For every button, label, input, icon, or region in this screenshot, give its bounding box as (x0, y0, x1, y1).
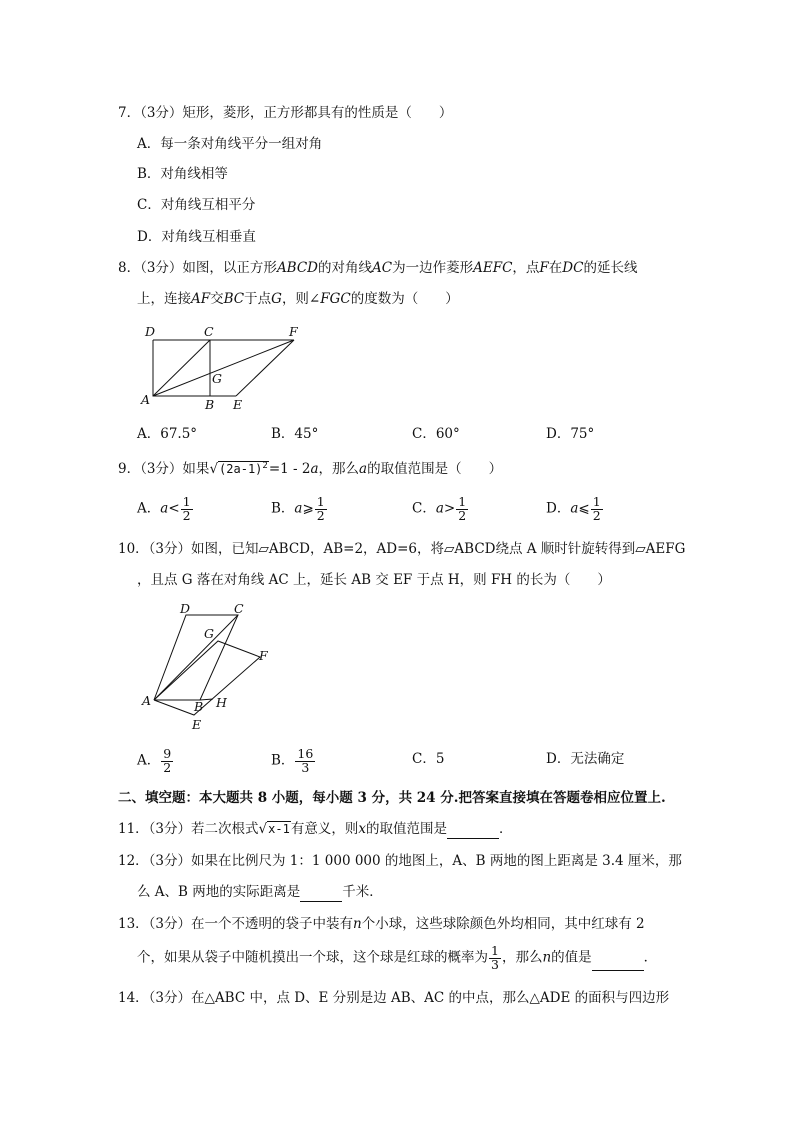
q8-label-e: E (233, 397, 243, 412)
q10-label-c: C (234, 603, 244, 616)
q9-option-d: D．a⩽ $\frac{1}{2}$ (546, 494, 601, 523)
q10-option-b: B． $\frac{16}{3}$ (271, 746, 314, 775)
q9-radical: $√(2a-1)^2$ (209, 461, 268, 477)
q8-line-ef (236, 340, 294, 396)
q11-answer-blank (447, 824, 499, 839)
q12-answer-blank (300, 887, 342, 902)
q7-option-a: A．每一条对角线平分一组对角 (137, 136, 323, 152)
q8-label-g: G (212, 371, 222, 386)
q8-label-c: C (204, 324, 214, 339)
q11-stem: 11．（3分）若二次根式√x-1有意义，则x的取值范围是 ． (118, 821, 513, 837)
q10-label-d: D (180, 603, 191, 616)
q10-label-h: H (216, 695, 227, 710)
q8-label-d: D (145, 324, 156, 339)
q13-answer-blank (592, 956, 644, 971)
q8-option-b: B．45° (271, 426, 319, 442)
q7-option-c: C．对角线互相平分 (137, 197, 256, 213)
q11-radical: √x-1 (258, 821, 290, 837)
q14-stem-line1: 14．（3分）在△ABC 中，点 D、E 分别是边 AB、AC 的中点，那么△ADE 的面积与四边形 (118, 990, 670, 1006)
q12-stem-line1: 12．（3分）如果在比例尺为 1：1 000 000 的地图上，A、B 两地的图上距离是 3.4 厘米，那 (118, 853, 682, 869)
q13-stem-line2: 个，如果从袋子中随机摸出一个球，这个球是红球的概率为 $\frac{1}{3}$ ，那么n的值是 ． (137, 943, 658, 972)
q8-option-a: A．67.5° (137, 426, 198, 442)
q13-stem-line1: 13．（3分）在一个不透明的袋子中装有n个小球，这些球除颜色外均相同，其中红球有 2 (118, 916, 645, 932)
q7-option-d: D．对角线互相垂直 (137, 229, 256, 245)
q9-stem: 9．（3分）如果$√(2a-1)^2=1 - 2a$，那么a的取值范围是（ ） (118, 456, 502, 479)
q7-stem: 7．（3分）矩形，菱形，正方形都具有的性质是（ ） (118, 105, 453, 121)
q10-parallelogram-aefg (154, 641, 260, 715)
q10-figure (138, 603, 278, 733)
q10-label-e: E (192, 717, 202, 732)
q7-option-b: B．对角线相等 (137, 166, 228, 182)
section-2-heading: 二、填空题：本大题共 8 小题，每小题 3 分，共 24 分.把答案直接填在答题卷相应位置上. (118, 790, 666, 806)
q10-option-c: C．5 (412, 751, 445, 767)
q10-label-g: G (204, 626, 214, 641)
q8-label-b: B (205, 397, 215, 412)
q8-stem-line1: 8．（3分）如图，以正方形ABCD的对角线AC为一边作菱形AEFC，点F在DC的延长线 (118, 260, 638, 276)
q10-stem-line2: ，且点 G 落在对角线 AC 上，延长 AB 交 EF 于点 H，则 FH 的长为（ ） (137, 572, 611, 588)
q8-label-a: A (141, 392, 151, 407)
q10-label-f: F (259, 648, 268, 663)
q10-option-a: A． $\frac{9}{2}$ (137, 746, 172, 775)
q10-stem-line1: 10．（3分）如图，已知▱ABCD，AB=2，AD=6，将▱ABCD绕点 A 顺时针旋转得到▱AEFG (118, 541, 686, 557)
q10-label-a: A (142, 693, 152, 708)
q10-label-b: B (194, 699, 204, 714)
q8-label-f: F (289, 324, 298, 339)
q9-option-b: B．a⩾ $\frac{1}{2}$ (271, 494, 325, 523)
q8-diagonal-ac (153, 340, 210, 396)
q8-option-c: C．60° (412, 426, 460, 442)
q8-stem-line2: 上，连接AF交BC于点G，则∠FGC的度数为（ ） (137, 291, 459, 307)
q8-line-af (153, 340, 294, 396)
q8-figure (138, 320, 308, 412)
q9-option-c: C．a> $\frac{1}{2}$ (412, 494, 467, 523)
q10-option-d: D．无法确定 (546, 751, 625, 767)
q12-stem-line2: 么 A、B 两地的实际距离是 千米． (137, 884, 383, 900)
q9-option-a: A．a< $\frac{1}{2}$ (137, 494, 191, 523)
q8-option-d: D．75° (546, 426, 595, 442)
